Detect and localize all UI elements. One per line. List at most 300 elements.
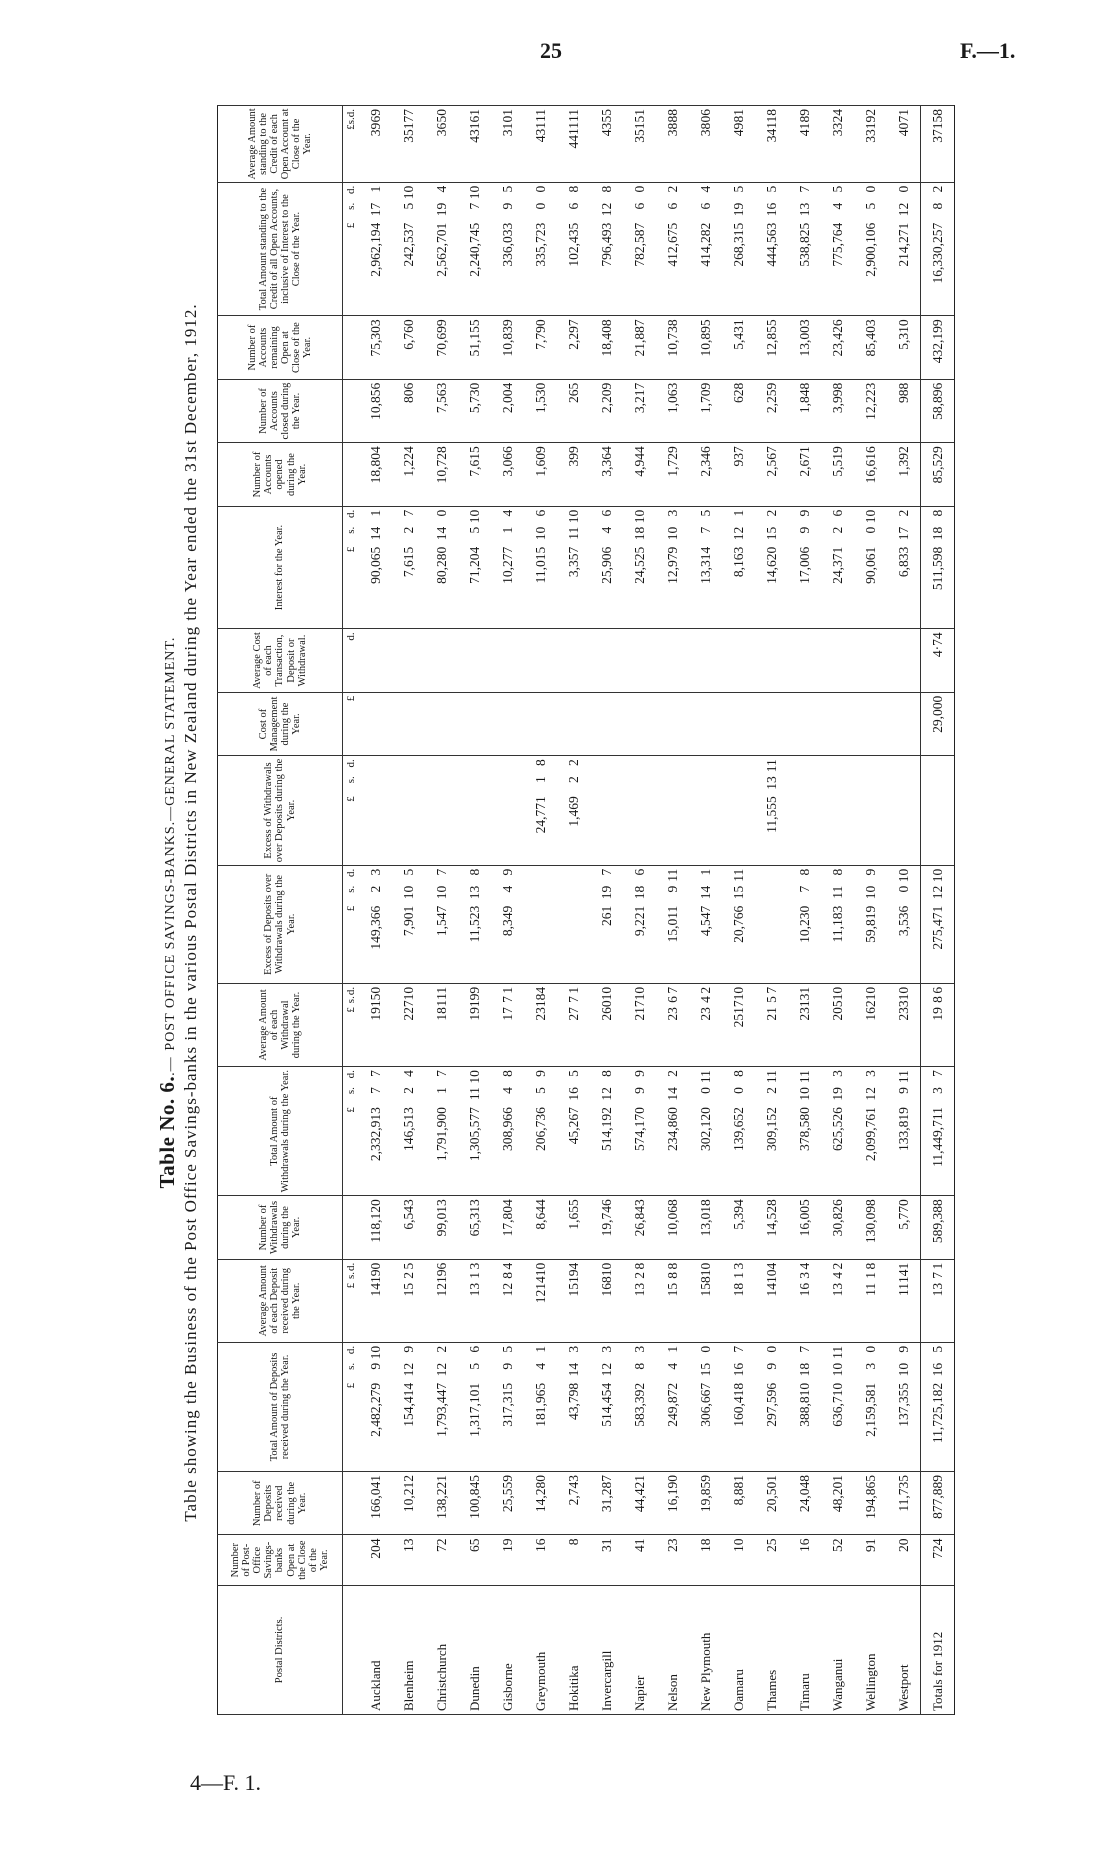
- column-header: Average Amount of each Deposit received during the Year.: [218, 1259, 343, 1342]
- shillings: 12: [598, 1087, 614, 1101]
- shillings: 2: [565, 776, 581, 783]
- cell-dep-avg: [722, 1259, 755, 1342]
- pounds: 242,537: [400, 222, 416, 267]
- pence: 6: [697, 109, 713, 116]
- cell-credit-total: [921, 182, 955, 316]
- cell-interest: [392, 506, 425, 629]
- cell-district: [359, 1585, 392, 1714]
- cell-deposits: 24,048: [788, 1472, 821, 1535]
- shillings: 8: [499, 1271, 515, 1279]
- unit-label: £: [345, 124, 357, 130]
- cell-interest: [359, 506, 392, 629]
- cell-wd-avg: [392, 983, 425, 1066]
- pence: 1: [631, 109, 647, 116]
- cell-excess-dep: [887, 865, 921, 983]
- cell-excess-wd: [491, 756, 524, 865]
- cell-excess-dep: [722, 865, 755, 983]
- cell-credit-avg: [359, 106, 392, 183]
- pence: 8: [730, 1070, 746, 1077]
- shillings: 6: [565, 202, 581, 210]
- pounds: 12: [499, 1282, 515, 1297]
- shillings: 19: [862, 115, 878, 130]
- cell-interest: [788, 506, 821, 629]
- pounds: 13,314: [697, 546, 713, 584]
- pounds: 11,555: [763, 796, 779, 833]
- cell-wd-avg: [623, 983, 656, 1066]
- cell-deposits: 166,041: [359, 1472, 392, 1535]
- shillings: 8: [664, 1271, 680, 1279]
- table-row: [722, 106, 755, 1715]
- column-header: Total Amount of Withdrawals during the Year.: [218, 1067, 343, 1196]
- pence: 10: [565, 509, 581, 524]
- shillings: 12: [433, 1362, 449, 1377]
- cell-avg-cost: [854, 629, 887, 692]
- pence: 10: [862, 986, 878, 1001]
- cell-excess-dep: [458, 865, 491, 983]
- unit-label: £: [345, 222, 357, 229]
- cell-avg-cost: [359, 629, 392, 692]
- shillings: 10: [400, 885, 416, 900]
- cell-excess-wd: [359, 756, 392, 865]
- pence: 9: [895, 1345, 911, 1353]
- pounds: 25,906: [598, 546, 614, 584]
- pounds: 583,392: [631, 1382, 647, 1427]
- district-name: Totals for 1912: [929, 1631, 945, 1711]
- cell-withdrawals: 99,013: [425, 1196, 458, 1259]
- shillings: 6: [664, 996, 680, 1003]
- shillings: 12: [895, 202, 911, 217]
- pence: 3: [367, 868, 383, 876]
- shillings: 7: [367, 1087, 383, 1094]
- cell-excess-dep: [921, 865, 955, 983]
- district-name: Nelson: [664, 1674, 680, 1711]
- pounds: 22: [400, 1007, 416, 1021]
- cell-banks: 65: [458, 1535, 491, 1585]
- pounds: 45,267: [565, 1107, 581, 1145]
- cell-excess-wd: [788, 756, 821, 865]
- cell-cost: [524, 692, 557, 755]
- cell-banks: 20: [887, 1535, 921, 1585]
- cell-closed: 5,730: [458, 379, 491, 442]
- cell-interest: [425, 506, 458, 629]
- shillings: 13: [763, 776, 779, 790]
- pounds: 43: [598, 122, 614, 137]
- pounds: 38: [664, 122, 680, 137]
- column-header: Number of Withdrawals during the Year.: [218, 1196, 343, 1259]
- cell-dep-total: [590, 1342, 623, 1471]
- shillings: 14: [664, 1087, 680, 1101]
- pounds: 80,280: [433, 546, 449, 584]
- cell-district: [656, 1585, 689, 1714]
- unit-label: £: [345, 546, 357, 553]
- cell-avg-cost: [788, 629, 821, 692]
- cell-avg-cost: [590, 629, 623, 692]
- shillings: 15: [367, 993, 383, 1008]
- shillings: 13: [796, 202, 812, 217]
- cell-withdrawals: 65,313: [458, 1196, 491, 1259]
- cell-deposits: 19,859: [689, 1472, 722, 1535]
- shillings: 7: [895, 115, 911, 123]
- cell-interest: [821, 506, 854, 629]
- cell-wd-total: [524, 1067, 557, 1196]
- pounds: 11,725,182: [929, 1382, 945, 1444]
- pence: 7: [433, 1070, 449, 1077]
- cell-wd-total: [557, 1067, 590, 1196]
- pence: 7: [664, 986, 680, 994]
- shillings: 4: [499, 1087, 515, 1094]
- cell-deposits: 8,881: [722, 1472, 755, 1535]
- pence: 10: [829, 986, 845, 1001]
- pence: 3: [598, 1345, 614, 1353]
- pounds: 11,523: [466, 905, 482, 943]
- cell-deposits: 25,559: [491, 1472, 524, 1535]
- cell-opened: 5,519: [821, 443, 854, 506]
- shillings: 18: [631, 526, 647, 541]
- pence: 1: [367, 509, 383, 517]
- shillings: 19: [466, 993, 482, 1008]
- table-row: [590, 106, 623, 1715]
- pounds: 14: [763, 1282, 779, 1297]
- cell-opened: 937: [722, 443, 755, 506]
- cell-excess-wd: [921, 756, 955, 865]
- shillings: 12: [862, 1087, 878, 1101]
- pence: 7: [400, 509, 416, 517]
- district-name: Thames: [763, 1669, 779, 1711]
- cell-wd-total: [887, 1067, 921, 1196]
- cell-credit-total: [359, 182, 392, 316]
- cell-wd-total: [689, 1067, 722, 1196]
- cell-banks: 91: [854, 1535, 887, 1585]
- cell-credit-avg: [854, 106, 887, 183]
- pence: 10: [598, 986, 614, 1001]
- cell-wd-avg: [788, 983, 821, 1066]
- cell-remaining: 10,738: [656, 316, 689, 379]
- cell-dep-total: [359, 1342, 392, 1471]
- pence: 10: [895, 986, 911, 1001]
- cell-withdrawals: 5,770: [887, 1196, 921, 1259]
- cell-closed: 1,063: [656, 379, 689, 442]
- cell-excess-dep: [689, 865, 722, 983]
- cell-district: [722, 1585, 755, 1714]
- pounds: 2,482,279: [367, 1382, 383, 1437]
- cell-withdrawals: 589,388: [921, 1196, 955, 1259]
- shillings: 7: [466, 202, 482, 210]
- shillings: 7: [929, 1271, 945, 1279]
- unit-label: d.: [345, 986, 357, 996]
- pounds: 19: [466, 1007, 482, 1021]
- unit-label: d.: [345, 509, 357, 518]
- pence: 2: [664, 1070, 680, 1077]
- table-title: Table No. 6..— POST OFFICE SAVINGS-BANKS.—GENERAL STATEMENT.: [155, 636, 179, 1189]
- pounds: 514,454: [598, 1382, 614, 1427]
- shillings: 2: [400, 1087, 416, 1094]
- cell-opened: 10,728: [425, 443, 458, 506]
- cell-deposits: 194,865: [854, 1472, 887, 1535]
- cell-banks: 23: [656, 1535, 689, 1585]
- shillings: 2: [862, 1000, 878, 1008]
- pounds: 90,065: [367, 546, 383, 584]
- cell-dep-avg: [921, 1259, 955, 1342]
- pence: 5: [763, 185, 779, 193]
- district-name: New Plymouth: [697, 1632, 713, 1711]
- shillings: 11: [565, 526, 581, 540]
- pence: 9: [400, 1345, 416, 1353]
- pounds: 261: [598, 905, 614, 926]
- shillings: 1: [433, 1087, 449, 1094]
- cell-opened: 3,066: [491, 443, 524, 506]
- cell-excess-dep: [491, 865, 524, 983]
- shillings: 4: [829, 202, 845, 210]
- shillings: 3: [895, 1000, 911, 1008]
- pounds: 35: [631, 129, 647, 143]
- pence: 5: [929, 1345, 945, 1353]
- cell-avg-cost: [425, 629, 458, 692]
- pence: 0: [763, 1345, 779, 1353]
- shillings: 4: [499, 885, 515, 893]
- pence: 1: [796, 986, 812, 994]
- pence: 10: [862, 509, 878, 524]
- cell-district: [854, 1585, 887, 1714]
- pounds: 1,791,900: [433, 1107, 449, 1162]
- shillings: 13: [466, 885, 482, 900]
- pounds: 6,833: [895, 546, 911, 578]
- pounds: 2,332,913: [367, 1107, 383, 1162]
- pounds: 15,011: [664, 905, 680, 943]
- pence: 7: [796, 185, 812, 193]
- cell-excess-dep: [623, 865, 656, 983]
- pounds: 19: [367, 1007, 383, 1021]
- cell-cost: [887, 692, 921, 755]
- column-header: Excess of Deposits over Withdrawals during the Year.: [218, 865, 343, 983]
- unit-label: d.: [345, 109, 357, 118]
- pence: 0: [367, 986, 383, 994]
- column-header: Postal Districts.: [218, 1585, 343, 1714]
- shillings: 6: [367, 115, 383, 123]
- shillings: 15: [730, 885, 746, 900]
- pence: 8: [664, 1262, 680, 1270]
- cell-banks: 25: [755, 1535, 788, 1585]
- pence: 2: [763, 509, 779, 517]
- pounds: 297,596: [763, 1382, 779, 1427]
- shillings: 8: [929, 996, 945, 1003]
- shillings: 0: [697, 1087, 713, 1094]
- pounds: 17,006: [796, 546, 812, 584]
- shillings: 3: [929, 1087, 945, 1094]
- pounds: 9,221: [631, 905, 647, 937]
- shillings: 15: [697, 1362, 713, 1377]
- pounds: 1,547: [433, 905, 449, 937]
- cell-deposits: 100,845: [458, 1472, 491, 1535]
- pence: 0: [895, 185, 911, 193]
- shillings: 5: [598, 115, 614, 123]
- pence: 4: [697, 185, 713, 193]
- shillings: 9: [631, 1087, 647, 1094]
- cell-dep-total: [821, 1342, 854, 1471]
- cell-remaining: 7,790: [524, 316, 557, 379]
- pounds: 574,170: [631, 1107, 647, 1151]
- unit-label: s.: [345, 776, 357, 784]
- pence: 5: [499, 185, 515, 193]
- cell-credit-avg: [656, 106, 689, 183]
- pounds: 14: [367, 1282, 383, 1297]
- shillings: 8: [664, 115, 680, 123]
- shillings: 10: [895, 1362, 911, 1377]
- pence: 6: [829, 509, 845, 517]
- pounds: 11: [895, 1282, 911, 1296]
- pounds: 37: [929, 129, 945, 143]
- pounds: 17: [499, 1007, 515, 1021]
- cell-interest: [524, 506, 557, 629]
- cell-dep-avg: [656, 1259, 689, 1342]
- unit-label: s.: [345, 117, 357, 125]
- pounds: 40: [895, 122, 911, 137]
- district-name: Wanganui: [829, 1658, 845, 1711]
- district-name: Greymouth: [532, 1651, 548, 1711]
- shillings: 9: [763, 1362, 779, 1370]
- cell-dep-avg: [392, 1259, 425, 1342]
- cell-interest: [491, 506, 524, 629]
- cell-banks: 13: [392, 1535, 425, 1585]
- pounds: 16: [598, 1282, 614, 1297]
- cell-withdrawals: 14,528: [755, 1196, 788, 1259]
- cell-excess-wd: [722, 756, 755, 865]
- shillings: 8: [929, 202, 945, 210]
- cell-dep-avg: [887, 1259, 921, 1342]
- shillings: 16: [763, 202, 779, 217]
- table-row: [491, 106, 524, 1715]
- pence: 10: [895, 868, 911, 883]
- cell-remaining: 51,155: [458, 316, 491, 379]
- cell-credit-avg: [689, 106, 722, 183]
- shillings: 8: [697, 1276, 713, 1283]
- cell-closed: 58,896: [921, 379, 955, 442]
- cell-wd-total: [359, 1067, 392, 1196]
- shillings: 19: [433, 202, 449, 217]
- cell-wd-total: [656, 1067, 689, 1196]
- cell-excess-wd: [425, 756, 458, 865]
- cell-avg-cost: [623, 629, 656, 692]
- cell-cost: [623, 692, 656, 755]
- pounds: 11,015: [532, 546, 548, 584]
- pounds: 19: [929, 1007, 945, 1021]
- cell-district: [590, 1585, 623, 1714]
- pounds: 306,667: [697, 1382, 713, 1427]
- pounds: 1,469: [565, 796, 581, 827]
- pounds: 2,962,194: [367, 222, 383, 277]
- cell-remaining: 5,431: [722, 316, 755, 379]
- cell-deposits: 31,287: [590, 1472, 623, 1535]
- cell-credit-total: [590, 182, 623, 316]
- pence: 7: [400, 109, 416, 116]
- cell-withdrawals: 118,120: [359, 1196, 392, 1259]
- cell-opened: 1,224: [392, 443, 425, 506]
- cell-avg-cost: [689, 629, 722, 692]
- pounds: 90,061: [862, 546, 878, 584]
- cell-closed: 1,848: [788, 379, 821, 442]
- cell-opened: 399: [557, 443, 590, 506]
- cell-credit-total: [524, 182, 557, 316]
- pounds: 1,793,447: [433, 1382, 449, 1437]
- shillings: 12: [598, 1362, 614, 1377]
- shillings: 11: [565, 122, 581, 135]
- unit-label: s.: [345, 202, 357, 210]
- header-row: [218, 106, 343, 1715]
- pounds: 514,192: [598, 1107, 614, 1151]
- cell-credit-total: [887, 182, 921, 316]
- pounds: 636,710: [829, 1382, 845, 1427]
- pounds: 538,825: [796, 222, 812, 267]
- cell-closed: 7,563: [425, 379, 458, 442]
- pounds: 27: [565, 1007, 581, 1021]
- shillings: 14: [697, 885, 713, 900]
- cell-avg-cost: [722, 629, 755, 692]
- pounds: 11,449,711: [929, 1107, 945, 1167]
- pence: 5: [730, 185, 746, 193]
- pence: 0: [631, 185, 647, 193]
- pounds: 18: [433, 1007, 449, 1021]
- pounds: 23: [532, 1007, 548, 1021]
- pounds: 24,525: [631, 546, 647, 584]
- savings-bank-table: [217, 105, 955, 1715]
- totals-row: [921, 106, 955, 1715]
- pence: 2: [697, 986, 713, 994]
- shillings: 6: [697, 202, 713, 210]
- cell-closed: 988: [887, 379, 921, 442]
- shillings: 0: [730, 1087, 746, 1094]
- pence: 9: [796, 509, 812, 517]
- cell-dep-avg: [557, 1259, 590, 1342]
- cell-dep-total: [425, 1342, 458, 1471]
- pounds: 43: [466, 129, 482, 143]
- cell-credit-total: [623, 182, 656, 316]
- cell-closed: 3,998: [821, 379, 854, 442]
- pence: 4: [433, 185, 449, 193]
- shillings: 5: [532, 1087, 548, 1094]
- pence: 10: [697, 1262, 713, 1277]
- pounds: 31: [499, 122, 515, 137]
- cell-avg-cost: [491, 629, 524, 692]
- cell-district: [392, 1585, 425, 1714]
- cell-interest: [722, 506, 755, 629]
- shillings: 2: [400, 1271, 416, 1279]
- pounds: 249,872: [664, 1382, 680, 1427]
- pence: 10: [466, 185, 482, 200]
- pounds: 36: [433, 122, 449, 137]
- cell-wd-avg: [491, 983, 524, 1066]
- cell-excess-dep: [656, 865, 689, 983]
- pounds: 43,798: [565, 1382, 581, 1420]
- cell-dep-avg: [425, 1259, 458, 1342]
- cell-withdrawals: 16,005: [788, 1196, 821, 1259]
- pounds: 181,965: [532, 1382, 548, 1427]
- cell-avg-cost: [656, 629, 689, 692]
- cell-interest: [887, 506, 921, 629]
- unit-label: £: [345, 796, 357, 802]
- pence: 5: [598, 109, 614, 116]
- cell-excess-wd: [689, 756, 722, 865]
- district-name: Invercargill: [598, 1650, 614, 1711]
- cell-interest: [921, 506, 955, 629]
- cell-cost: [359, 692, 392, 755]
- pence: 5: [829, 185, 845, 193]
- cell-credit-total: [821, 182, 854, 316]
- cell-withdrawals: 130,098: [854, 1196, 887, 1259]
- pounds: 35: [400, 129, 416, 143]
- pounds: 102,435: [565, 222, 581, 267]
- shillings: 15: [631, 115, 647, 130]
- pence: 2: [895, 509, 911, 517]
- table-row: [788, 106, 821, 1715]
